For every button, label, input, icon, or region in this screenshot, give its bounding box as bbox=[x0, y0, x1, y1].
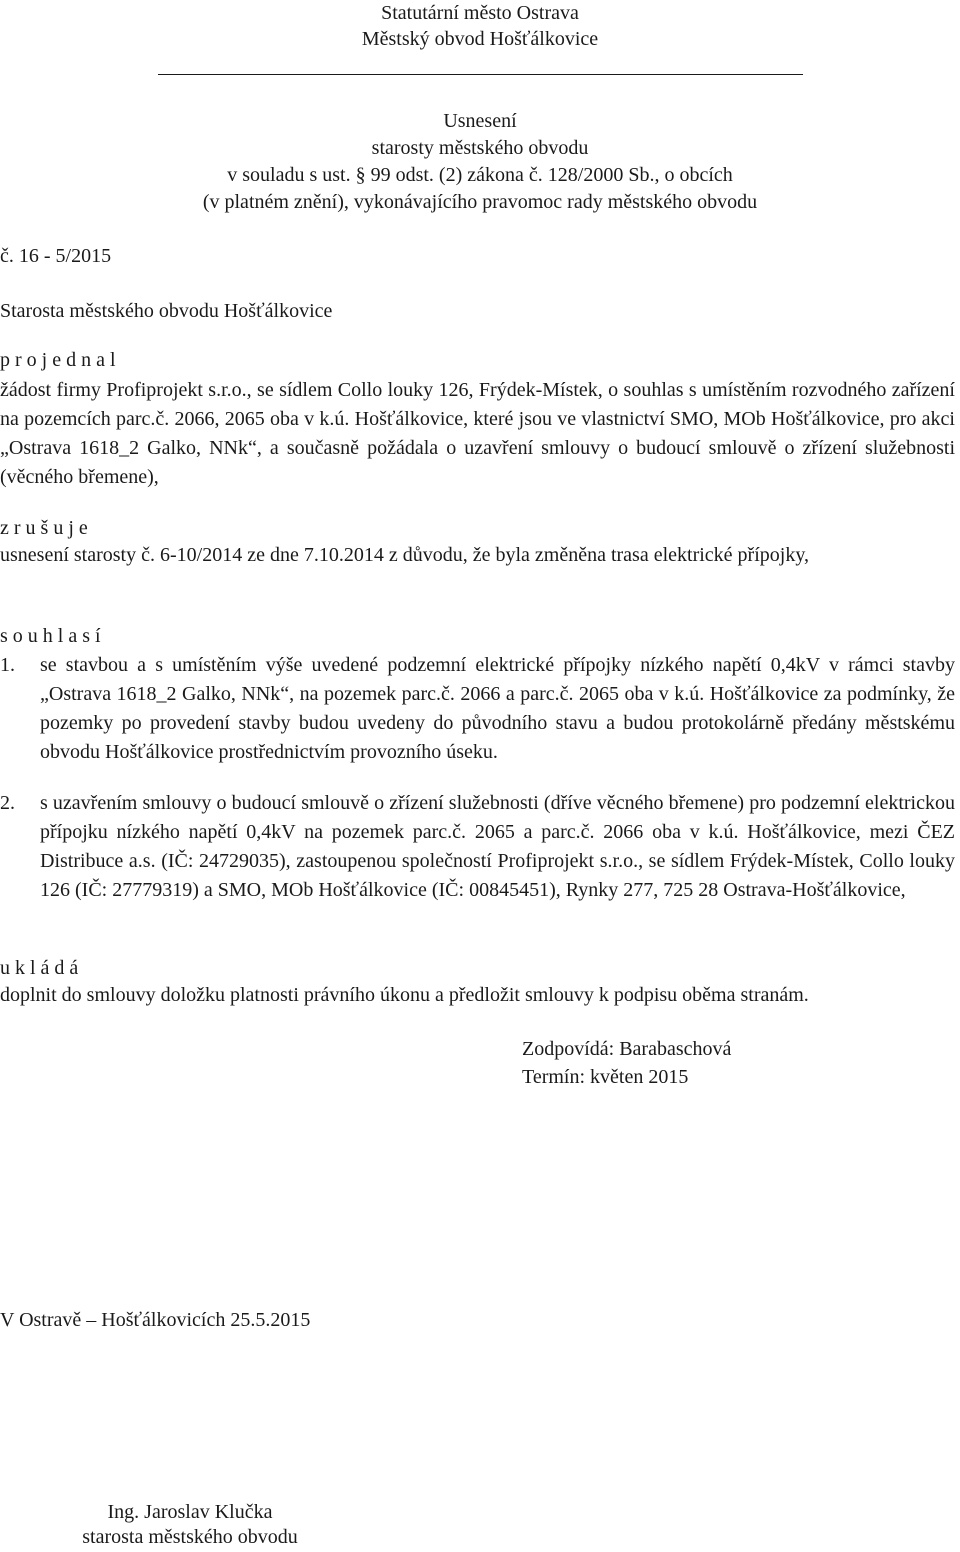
header-district: Městský obvod Hošťálkovice bbox=[361, 28, 599, 50]
header-city: Statutární město Ostrava bbox=[381, 2, 579, 24]
list-item-text: se stavbou a s umístěním výše uvedené podzemní elektrické přípojky nízkého napětí 0,4kV v rámci stavby „Ostrava 1618_2 Galko, NNk“, na pozemek parc.č. 2066 a parc.č. 2065 oba v k.ú. Hošťálkovice za podmínky, že pozemky po provedení stavby budou uvedeny do původního stavu a budou protokolárně předány městskému obvodu Hošťálkovice prostřednictvím provozního úseku. bbox=[40, 654, 955, 763]
doc-title-line2: starosty městského obvodu bbox=[371, 137, 589, 159]
signatory-name: Ing. Jaroslav Klučka bbox=[107, 1501, 273, 1523]
place-date: V Ostravě – Hošťálkovicích 25.5.2015 bbox=[0, 1309, 311, 1331]
list-item-number: 2. bbox=[0, 792, 15, 814]
zrusuje-text: usnesení starosty č. 6-10/2014 ze dne 7.10.2014 z důvodu, že byla změněna trasa elektrické přípojky, bbox=[0, 544, 810, 566]
authority: Starosta městského obvodu Hošťálkovice bbox=[0, 300, 333, 322]
signatory-role: starosta městského obvodu bbox=[82, 1526, 298, 1548]
list-item-text: s uzavřením smlouvy o budoucí smlouvě o zřízení služebnosti (dříve věcného břemene) pro podzemní elektrickou přípojku nízkého napětí 0,4kV na pozemek parc.č. 2065 a parc.č. 2066 oba v k.ú. Hošťálkovice, mezi ČEZ Distribuce a.s. (IČ: 24729035), zastoupenou společností Profiprojekt s.r.o., se sídlem Frýdek-Místek, Collo louky 126 (IČ: 27779319) a SMO, MOb Hošťálkovice (IČ: 00845451), Rynky 277, 725 28 Ostrava-Hošťálkovice, bbox=[40, 792, 955, 901]
resolution-number: č. 16 - 5/2015 bbox=[0, 245, 112, 267]
uklada-text: doplnit do smlouvy doložku platnosti právního úkonu a předložit smlouvy k podpisu oběma stranám. bbox=[0, 984, 809, 1006]
doc-title-line3: v souladu s ust. § 99 odst. (2) zákona č. 128/2000 Sb., o obcích bbox=[227, 164, 733, 186]
header-divider bbox=[158, 74, 803, 75]
projednal-text: žádost firmy Profiprojekt s.r.o., se sídlem Collo louky 126, Frýdek-Místek, o souhlas s umístěním rozvodného zařízení na pozemcích parc.č. 2066, 2065 oba v k.ú. Hošťálkovice, které jsou ve vlastnictví SMO, MOb Hošťálkovice, pro akci „Ostrava 1618_2 Galko, NNk“, a současně požádala o uzavření smlouvy o budoucí smlouvě o zřízení služebnosti (věcného břemene), bbox=[0, 379, 955, 488]
heading-projednal: p r o j e d n a l bbox=[0, 349, 116, 371]
heading-uklada: u k l á d á bbox=[0, 957, 79, 979]
heading-souhlasi: s o u h l a s í bbox=[0, 625, 101, 647]
list-item-number: 1. bbox=[0, 654, 15, 676]
doc-title-line4: (v platném znění), vykonávajícího pravomoc rady městského obvodu bbox=[202, 191, 758, 213]
responsible-person: Zodpovídá: Barabaschová bbox=[522, 1038, 732, 1060]
heading-zrusuje: z r u š u j e bbox=[0, 517, 88, 539]
doc-title: Usnesení bbox=[443, 110, 517, 132]
deadline: Termín: květen 2015 bbox=[522, 1066, 689, 1088]
